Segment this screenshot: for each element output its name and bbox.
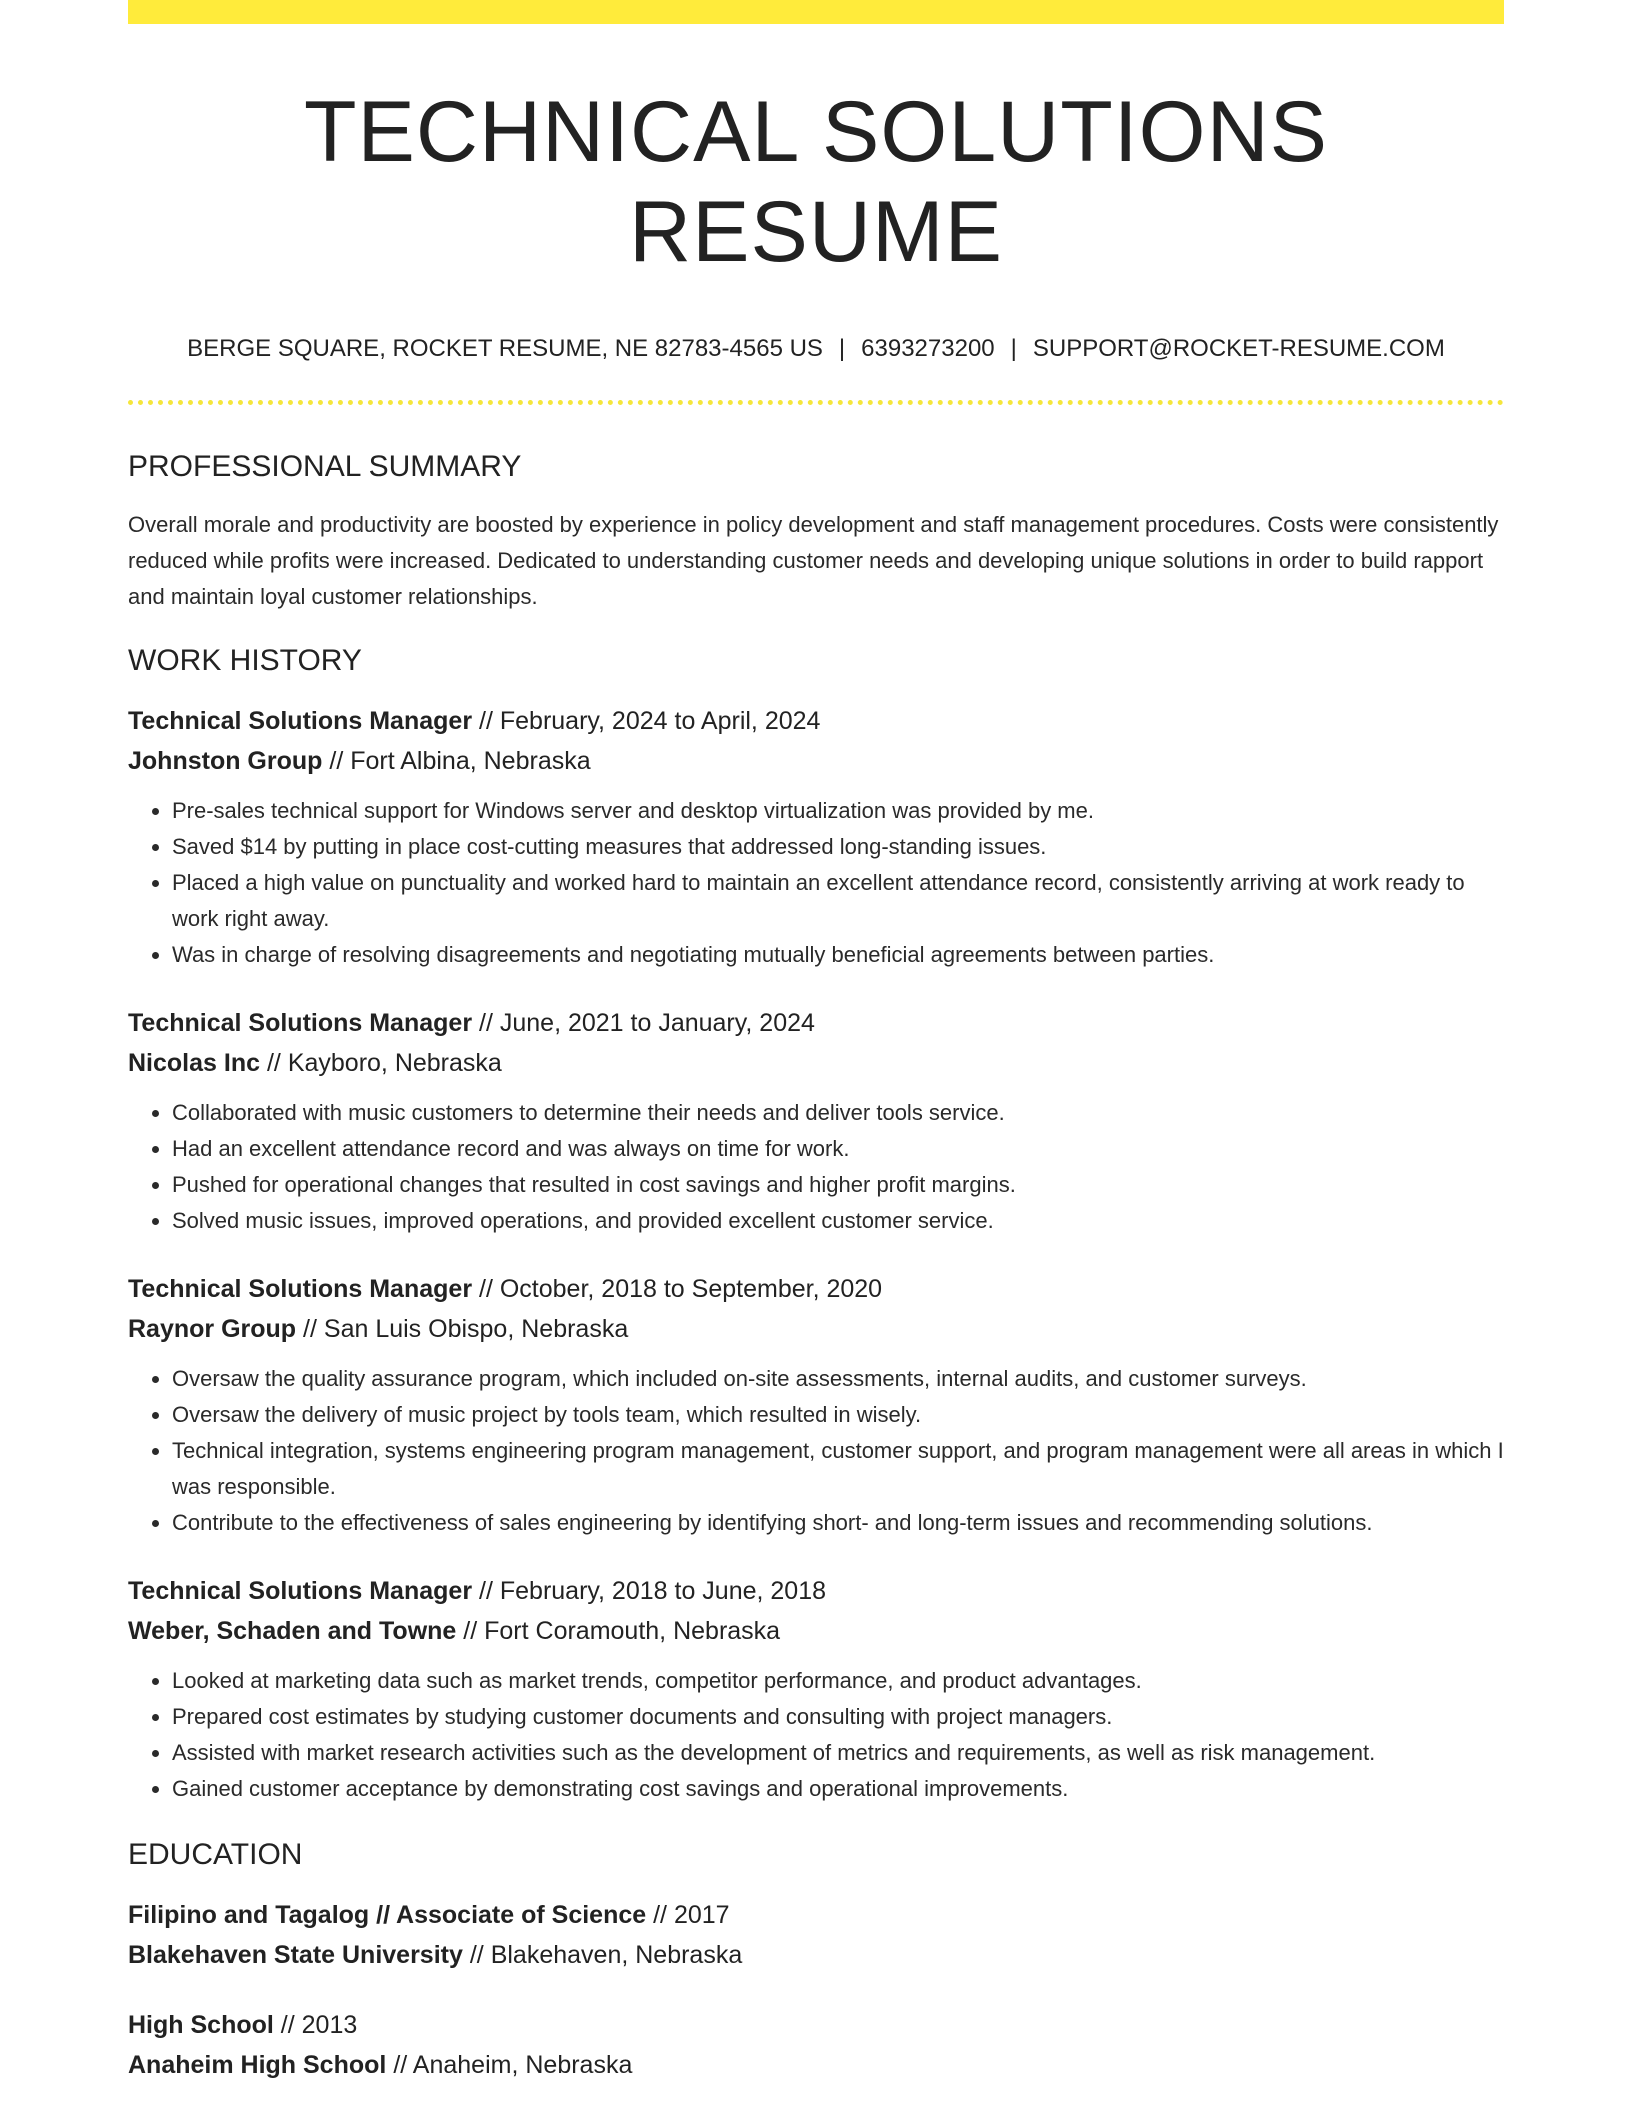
job-title-line: [128, 1269, 1504, 1309]
location-separator: //: [329, 747, 344, 775]
education-degree-line: [128, 1895, 1504, 1935]
summary-text: Overall morale and productivity are boosted by experience in policy development and staff management procedures. Costs were consistently reduced while profits were increased. Dedicated to understanding customer needs and developing unique solutions in order to build rapport and maintain loyal customer relationships.: [128, 512, 1499, 609]
job-company: Nicolas Inc: [128, 1049, 260, 1077]
job-bullet-item: • Placed a high value on punctuality and worked hard to maintain an excellent attendance record, consistently arriving at work ready to work right away.: [172, 865, 1504, 937]
job-bullets: [128, 1361, 1504, 1541]
job-location: Fort Coramouth, Nebraska: [484, 1617, 781, 1645]
education-location: Blakehaven, Nebraska: [490, 1941, 743, 1969]
job-entry: [128, 1269, 1504, 1541]
work-history-heading: WORK HISTORY: [128, 644, 362, 677]
education-school: Blakehaven State University: [128, 1941, 463, 1969]
job-bullet-item: • Looked at marketing data such as market trends, competitor performance, and product advantages.: [172, 1663, 1504, 1699]
education-school: Anaheim High School: [128, 2051, 387, 2079]
job-entry: [128, 1003, 1504, 1239]
job-bullet-item: • Prepared cost estimates by studying customer documents and consulting with project managers.: [172, 1699, 1504, 1735]
job-location: Kayboro, Nebraska: [287, 1049, 502, 1077]
job-bullets: [128, 793, 1504, 973]
location-separator: //: [303, 1315, 317, 1343]
date-separator: //: [479, 1577, 493, 1605]
job-dates: February, 2024 to April, 2024: [499, 707, 821, 735]
job-dates: February, 2018 to June, 2018: [499, 1577, 827, 1605]
job-title: Technical Solutions Manager: [128, 1009, 473, 1037]
job-bullet-item: • Technical integration, systems engineering program management, customer support, and program management were all areas in which I was responsible.: [172, 1433, 1504, 1505]
education-degree: High School: [128, 2011, 274, 2039]
job-entry: [128, 701, 1504, 973]
job-bullet-item: • Was in charge of resolving disagreements and negotiating mutually beneficial agreements between parties.: [172, 937, 1504, 973]
job-company-line: [128, 1309, 1504, 1349]
job-company: Weber, Schaden and Towne: [128, 1617, 457, 1645]
job-bullet-item: • Collaborated with music customers to determine their needs and deliver tools service.: [172, 1095, 1504, 1131]
date-separator: //: [479, 1275, 493, 1303]
education-year: 2017: [673, 1901, 730, 1929]
education-school-line: [128, 1935, 1504, 1975]
page-title: TECHNICAL SOLUTIONS RESUME: [303, 84, 1329, 280]
job-location: Fort Albina, Nebraska: [350, 747, 591, 775]
date-separator: //: [479, 1009, 493, 1037]
location-separator: //: [469, 1941, 484, 1969]
location-separator: //: [266, 1049, 281, 1077]
job-bullet-item: • Had an excellent attendance record and was always on time for work.: [172, 1131, 1504, 1167]
education-school-line: [128, 2045, 1504, 2085]
job-entry: [128, 1571, 1504, 1807]
job-dates: June, 2021 to January, 2024: [499, 1009, 815, 1037]
job-company-line: [128, 1611, 1504, 1651]
job-company-line: [128, 1043, 1504, 1083]
contact-phone: 6393273200: [861, 335, 995, 362]
year-separator: //: [653, 1901, 668, 1929]
job-location: San Luis Obispo, Nebraska: [323, 1315, 629, 1343]
job-bullet-item: • Solved music issues, improved operations, and provided excellent customer service.: [172, 1203, 1504, 1239]
contact-email: SUPPORT@ROCKET-RESUME.COM: [1032, 335, 1445, 362]
job-title: Technical Solutions Manager: [128, 707, 473, 735]
job-title-line: [128, 1003, 1504, 1043]
job-company: Johnston Group: [128, 747, 323, 775]
education-degree: Filipino and Tagalog // Associate of Science: [128, 1901, 647, 1929]
date-separator: //: [479, 707, 493, 735]
location-separator: //: [463, 1617, 478, 1645]
job-bullets: [128, 1095, 1504, 1239]
job-bullet-item: • Assisted with market research activities such as the development of metrics and requirements, as well as risk management.: [172, 1735, 1504, 1771]
job-title-line: [128, 1571, 1504, 1611]
contact-address: BERGE SQUARE, ROCKET RESUME, NE 82783-4565 US: [187, 335, 823, 362]
job-title: Technical Solutions Manager: [128, 1275, 473, 1303]
education-heading: EDUCATION: [128, 1838, 303, 1871]
job-title: Technical Solutions Manager: [128, 1577, 473, 1605]
education-list: [128, 1895, 1504, 2085]
education-entry: [128, 2005, 1504, 2085]
job-bullet-item: • Gained customer acceptance by demonstrating cost savings and operational improvements.: [172, 1771, 1504, 1807]
top-accent-bar: [128, 0, 1504, 24]
education-entry: [128, 1895, 1504, 1975]
job-bullet-item: • Pushed for operational changes that resulted in cost savings and higher profit margins.: [172, 1167, 1504, 1203]
education-location: Anaheim, Nebraska: [412, 2051, 633, 2079]
dotted-divider: [128, 400, 1504, 405]
job-dates: October, 2018 to September, 2020: [499, 1275, 883, 1303]
contact-separator: |: [1010, 335, 1017, 362]
job-bullet-item: • Saved $14 by putting in place cost-cutting measures that addressed long-standing issues.: [172, 829, 1504, 865]
resume-page: [128, 0, 1504, 2085]
education-year: 2013: [301, 2011, 358, 2039]
job-company: Raynor Group: [128, 1315, 297, 1343]
contact-separator: |: [838, 335, 846, 362]
summary-heading: PROFESSIONAL SUMMARY: [128, 450, 522, 483]
job-bullet-item: • Pre-sales technical support for Windows server and desktop virtualization was provided by me.: [172, 793, 1504, 829]
job-bullet-item: • Contribute to the effectiveness of sales engineering by identifying short- and long-term issues and recommending solutions.: [172, 1505, 1504, 1541]
job-bullets: [128, 1663, 1504, 1807]
job-bullet-item: • Oversaw the quality assurance program, which included on-site assessments, internal audits, and customer surveys.: [172, 1361, 1504, 1397]
year-separator: //: [280, 2011, 295, 2039]
job-bullet-item: • Oversaw the delivery of music project by tools team, which resulted in wisely.: [172, 1397, 1504, 1433]
education-degree-line: [128, 2005, 1504, 2045]
contact-line: [128, 334, 1504, 364]
location-separator: //: [393, 2051, 408, 2079]
job-company-line: [128, 741, 1504, 781]
work-history-list: [128, 701, 1504, 1807]
job-title-line: [128, 701, 1504, 741]
